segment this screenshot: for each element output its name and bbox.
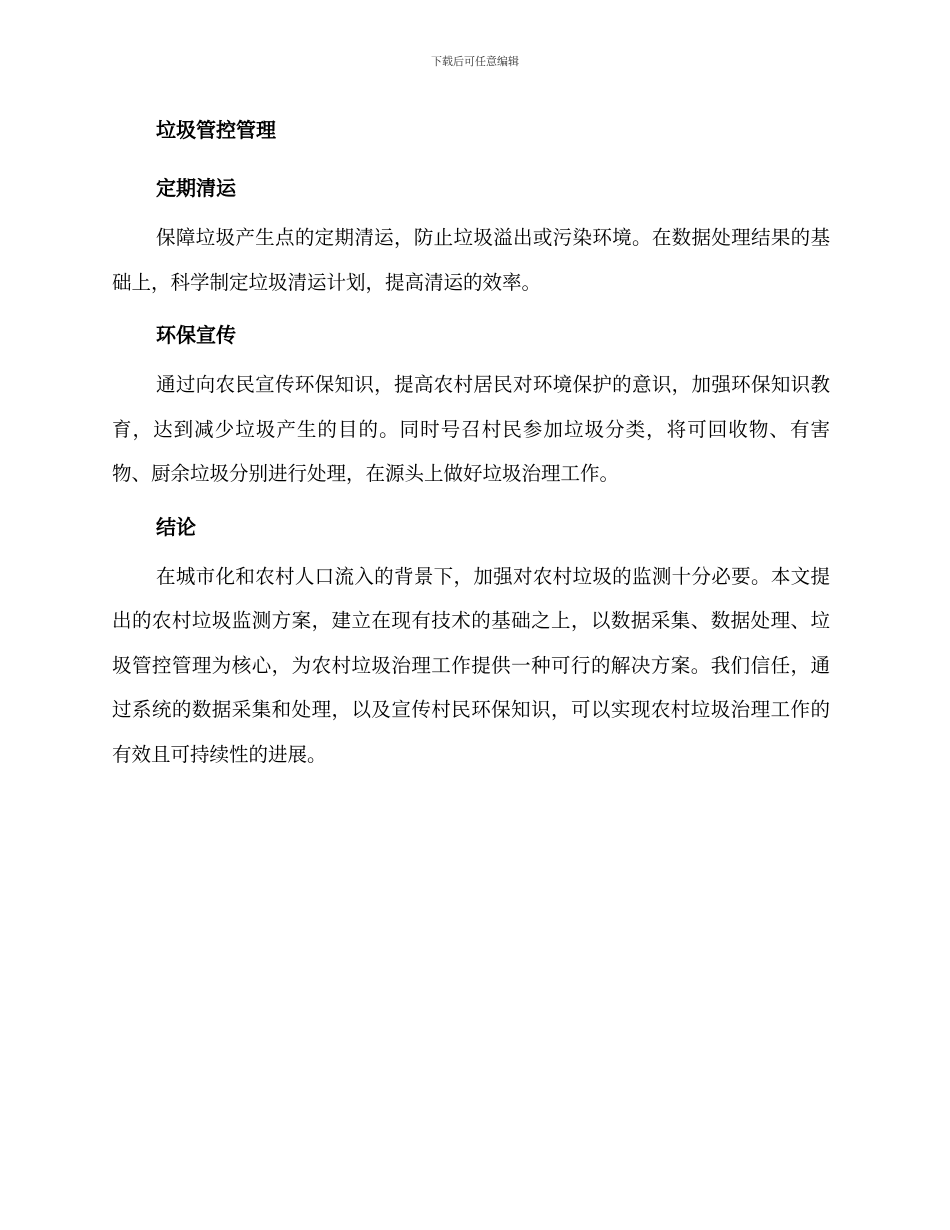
paragraph-regular-collection: 保障垃圾产生点的定期清运，防止垃圾溢出或污染环境。在数据处理结果的基础上，科学制定垃圾清运计划，提高清运的效率。 — [112, 226, 830, 294]
paragraph-environmental-publicity: 通过向农民宣传环保知识，提高农村居民对环境保护的意识，加强环保知识教育，达到减少垃圾产生的目的。同时号召村民参加垃圾分类，将可回收物、有害物、厨余垃圾分别进行处理，在源头上做好垃圾治理工作。 — [112, 373, 830, 485]
section-heading-conclusion: 结论 — [156, 514, 196, 539]
subsection-heading-environmental-publicity: 环保宣传 — [156, 323, 236, 347]
subsection-heading-regular-collection: 定期清运 — [156, 176, 236, 200]
section-heading-garbage-control: 垃圾管控管理 — [156, 118, 276, 142]
page-header: 下载后可任意编辑 — [431, 55, 519, 68]
paragraph-conclusion: 在城市化和农村人口流入的背景下，加强对农村垃圾的监测十分必要。本文提出的农村垃圾监测方案，建立在现有技术的基础之上，以数据采集、数据处理、垃圾管控管理为核心，为农村垃圾治理工作提供一种可行的解决方案。我们信任，通过系统的数据采集和处理，以及宣传村民环保知识，可以实现农村垃圾治理工作的有效且可持续性的进展。 — [112, 564, 830, 766]
document-body — [112, 108, 830, 777]
